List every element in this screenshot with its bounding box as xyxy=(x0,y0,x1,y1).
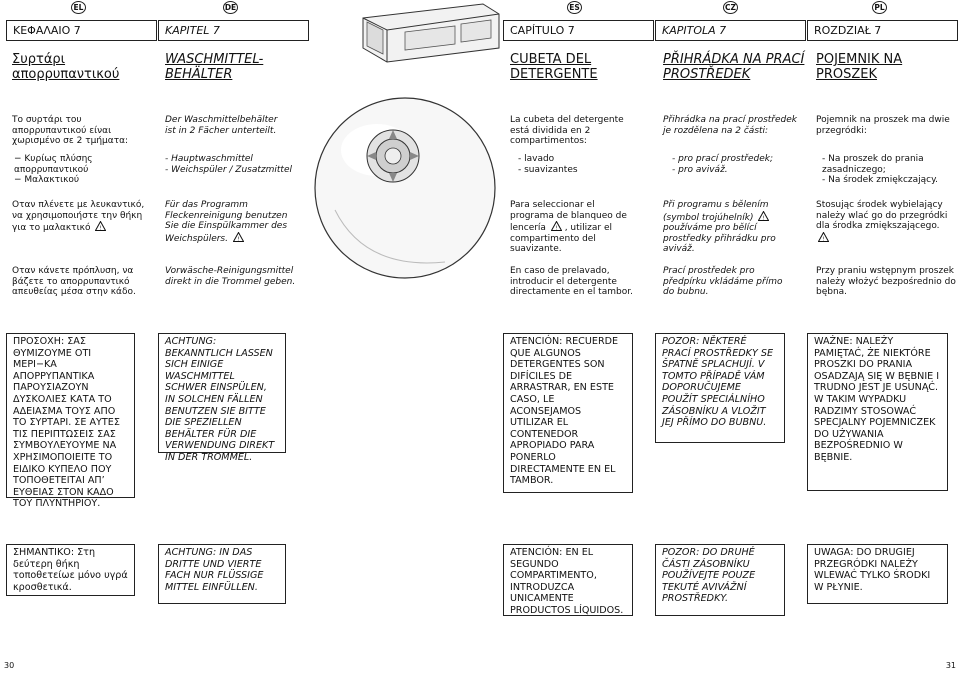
items-pl: - Na proszek do prania zasadniczego; - Na środek zmiękczający. xyxy=(822,154,939,185)
page-number-left: 30 xyxy=(4,661,15,670)
warning-triangle-icon xyxy=(551,221,562,231)
badge-cz: CZ xyxy=(723,1,738,14)
warning-text-de: ACHTUNG: BEKANNTLICH LASSEN SICH EINIGE WASCHMITTEL SCHWER EINSPÜLEN, IN SOLCHEN FÄLLEN BENUTZEN SIE BITTE DIE SPEZIELLEN BEHÄLTER FÜR DIE VERWENDUNG DIREKT IN DER TROMMEL. xyxy=(165,336,275,463)
important-text-es: ATENCIÓN: EN EL SEGUNDO COMPARTIMENTO, INTRODUZCA UNICAMENTE PRODUCTOS LÍQUIDOS. xyxy=(510,547,624,616)
important-box-el xyxy=(6,544,135,596)
items-cz: - pro prací prostředek; - pro aviváž. xyxy=(672,154,773,175)
intro-es: La cubeta del detergente está dividida en 2 compartimentos: xyxy=(510,115,624,146)
important-text-cz: POZOR: DO DRUHÉ ČÁSTI ZÁSOBNÍKU POUŽÍVEJTE POUZE TEKUTÉ AVIVÁŽNÍ PROSTŘEDKY. xyxy=(662,547,756,605)
important-text-el: ΣΗΜΑΝΤΙΚΟ: Στη δεύτερη θήκη τοποθετείωε μόνο υγρά κροσθετικά. xyxy=(13,547,128,593)
prewash-el: Οταν κάνετε πρόπλυση, να βάζετε το απορρυπαντικό απευθείας μέσα στην κάδο. xyxy=(12,266,136,297)
important-box-es xyxy=(503,544,633,616)
prewash-pl: Przy praniu wstępnym proszek należy włożyć bezpośrednio do bębna. xyxy=(816,266,956,297)
detergent-drawer-illustration xyxy=(305,0,503,300)
bleach-es-text-2: , utilizar el compartimento del suavizante. xyxy=(510,223,612,254)
badge-de: DE xyxy=(224,3,237,12)
bleach-el xyxy=(12,200,152,234)
warning-box-de xyxy=(158,333,286,463)
svg-text:!: ! xyxy=(555,225,558,231)
warning-text-pl: WAŻNE: NALEŻY PAMIĘTAĆ, ŻE NIEKTÓRE PROSZKI DO PRANIA OSADZAJĄ SIĘ W BĘBNIE I TRUDNO JEST JE USUNĄĆ. W TAKIM WYPADKU RADZIMY STOSOWAĆ SPECJALNY POJEMNICZEK DO UŻYWANIA BEZPOŚREDNIO W BĘBNIE. xyxy=(814,336,940,463)
warning-box-pl xyxy=(807,333,948,491)
bleach-de xyxy=(165,200,295,244)
badge-el: EL xyxy=(71,1,86,14)
bleach-cz xyxy=(663,200,803,255)
section-title-cz: PŘIHRÁDKA NA PRACÍ PROSTŘEDEK xyxy=(663,52,805,82)
svg-text:!: ! xyxy=(762,215,765,221)
important-box-de xyxy=(158,544,286,604)
items-de: - Hauptwaschmittel - Weichspüler / Zusatzmittel xyxy=(165,154,292,175)
page-number-right: 31 xyxy=(945,661,956,670)
badge-es: ES xyxy=(567,1,582,14)
bleach-cz-text: Při programu s bělením (symbol trojúhelník) xyxy=(663,200,769,223)
prewash-de: Vorwäsche-Reinigungsmittel direkt in die Trommel geben. xyxy=(165,266,296,287)
section-title-el: Συρτάρι απορρυπαντικού xyxy=(12,52,120,82)
intro-el: Το συρτάρι του απορρυπαντικού είναι χωρισμένο σε 2 τμήματα: xyxy=(12,115,129,146)
important-box-cz xyxy=(655,544,785,616)
warning-box-es xyxy=(503,333,633,493)
warning-text-es: ATENCIÓN: RECUERDE QUE ALGUNOS DETERGENTES SON DIFÍCILES DE ARRASTRAR, EN ESTE CASO, LE ACONSEJAMOS UTILIZAR EL CONTENEDOR APROPIADO PARA PONERLO DIRECTAMENTE EN EL TAMBOR. xyxy=(510,336,619,487)
bleach-es xyxy=(510,200,640,255)
prewash-es: En caso de prelavado, introducir el detergente directamente en el tambor. xyxy=(510,266,633,297)
items-es: - lavado - suavizantes xyxy=(518,154,578,175)
warning-text-el: ΠΡΟΣΟΧΗ: ΣΑΣ ΘΥΜΙΖΟΥΜΕ ΟΤΙ ΜΕΡΙ−ΚΑ ΑΠΟΡΡΥΠΑΝΤΙΚΑ ΠΑΡΟΥΣΙΑΖΟΥΝ ΔΥΣΚΟΛΙΕΣ ΚΑΤΑ ΤΟ ΑΔΕΙΑΣΜΑ ΤΟΥΣ ΑΠΟ ΤΟ ΣΥΡΤΑΡΙ. ΣΕ ΑΥΤΕΣ ΤΙΣ ΠΕΡΙΠΤΩΣΕΙΣ ΣΑΣ ΣΥΜΒΟΥΛΕΥΟΥΜΕ ΝΑ ΧΡΗΣΙΜΟΠΟΙΕΙΤΕ ΤΟ ΕΙΔΙΚΟ ΚΥΠΕΛΟ ΠΟΥ ΤΟΠΟΘΕΤΕΙΤΑΙ ΑΠ’ ΕΥΘΕΙΑΣ ΣΤΟΝ ΚΑΔΟ ΤΟΥ ΠΛΥΝΤΗΡΙΟΥ. xyxy=(13,336,120,510)
warning-box-cz xyxy=(655,333,785,443)
bleach-pl xyxy=(816,200,954,244)
svg-text:!: ! xyxy=(99,225,102,231)
bleach-es-text: Para seleccionar el programa de blanqueo de lencería xyxy=(510,200,627,233)
svg-text:!: ! xyxy=(237,236,240,242)
bleach-de-text: Für das Programm Fleckenreinigung benutzen Sie die Einspülkammer des Weichspülers. xyxy=(165,200,288,244)
bleach-el-text: Οταν πλένετε με λευκαντικό, να χρησιμοποιήστε την θήκη για το μαλακτικό xyxy=(12,200,145,233)
intro-pl: Pojemnik na proszek ma dwie przegródki: xyxy=(816,115,950,136)
prewash-cz: Prací prostředek pro předpírku vkládáme přímo do bubnu. xyxy=(663,266,783,297)
important-box-pl xyxy=(807,544,948,604)
important-text-pl: UWAGA: DO DRUGIEJ PRZEGRÓDKI NALEŻY WLEWAĆ TYLKO ŚRODKI W PŁYNIE. xyxy=(814,547,931,593)
important-text-de: ACHTUNG: IN DAS DRITTE UND VIERTE FACH NUR FLÜSSIGE MITTEL EINFÜLLEN. xyxy=(165,547,264,593)
items-el: − Κυρίως πλύσης απορρυπαντικού − Μαλακτικού xyxy=(14,154,93,185)
chapter-header-pl: ROZDZIAŁ 7 xyxy=(807,20,958,41)
intro-cz: Přihrádka na prací prostředek je rozdělena na 2 části: xyxy=(663,115,798,136)
chapter-header-cz: KAPITOLA 7 xyxy=(655,20,806,41)
chapter-header-es: CAPÍTULO 7 xyxy=(503,20,654,41)
warning-triangle-icon xyxy=(758,211,769,221)
warning-text-cz: POZOR: NĚKTERÉ PRACÍ PROSTŘEDKY SE ŠPATNĚ SPLACHUJÍ. V TOMTO PŘÍPADĚ VÁM DOPORUČUJEME POUŽÍT SPECIÁLNÍHO ZÁSOBNÍKU A VLOŽIT JEJ PŘÍMO DO BUBNU. xyxy=(662,336,774,429)
bleach-cz-text-2: používáme pro bělící prostředky přihrádku pro aviváž. xyxy=(663,223,776,254)
section-title-de: WASCHMITTEL-BEHÄLTER xyxy=(165,52,264,82)
warning-triangle-icon xyxy=(818,232,829,242)
svg-text:!: ! xyxy=(822,236,825,242)
warning-triangle-icon xyxy=(95,221,106,231)
badge-pl: PL xyxy=(872,1,887,14)
bleach-pl-text: Stosując środek wybielający należy wlać go do przegródki dla środka zmiększającego. xyxy=(816,200,948,231)
section-title-pl: POJEMNIK NA PROSZEK xyxy=(816,52,903,82)
warning-triangle-icon xyxy=(233,232,244,242)
intro-de: Der Waschmittelbehälter ist in 2 Fächer unterteilt. xyxy=(165,115,278,136)
section-title-es: CUBETA DEL DETERGENTE xyxy=(510,52,598,82)
chapter-header-de: KAPITEL 7 xyxy=(158,20,309,41)
warning-box-el xyxy=(6,333,135,510)
chapter-header-el: ΚΕΦΑΛΑΙΟ 7 xyxy=(6,20,157,41)
